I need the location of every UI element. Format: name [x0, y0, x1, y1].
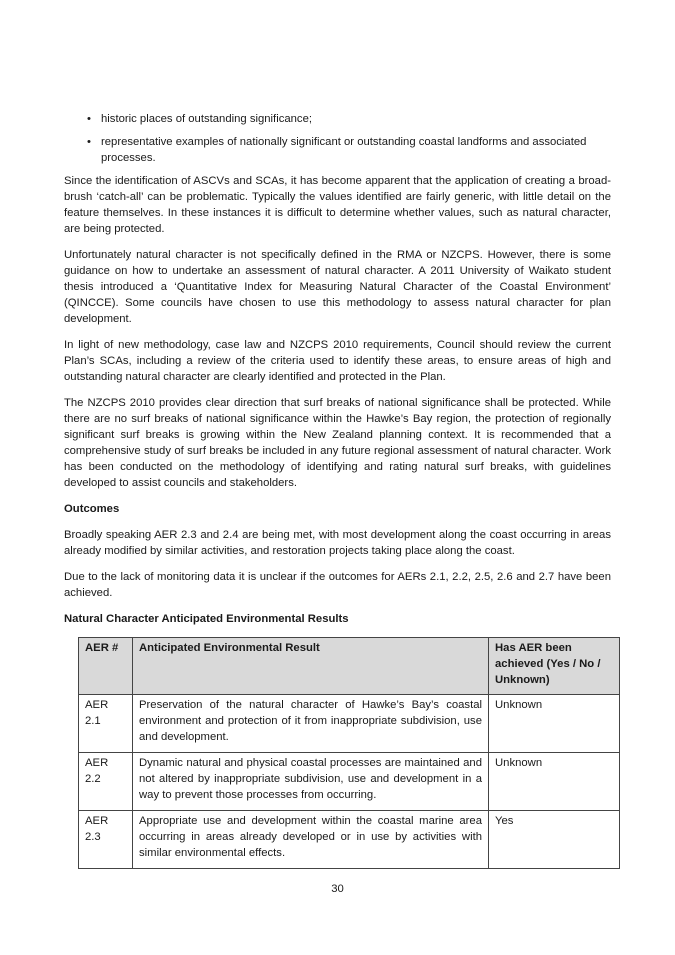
result-cell: Appropriate use and development within the coastal marine area occurring in areas already developed or in use by activities with similar environmental effects. [133, 811, 489, 869]
table-header-row [79, 638, 620, 695]
page-number: 30 [331, 883, 344, 895]
bullet-text: representative examples of nationally significant or outstanding coastal landforms and associated processes. [101, 136, 587, 164]
result-cell: Preservation of the natural character of Hawke’s Bay’s coastal environment and protection of it from inappropriate subdivision, use and development. [133, 695, 489, 753]
achieved-cell: Unknown [489, 753, 620, 811]
bullet-item [64, 134, 611, 166]
paragraph: Due to the lack of monitoring data it is unclear if the outcomes for AERs 2.1, 2.2, 2.5, 2.6 and 2.7 have been achieved. [64, 571, 611, 599]
bullet-icon: • [87, 113, 91, 125]
paragraph: Since the identification of ASCVs and SCAs, it has become apparent that the application of creating a broad-brush ‘catch-all’ can be problematic. Typically the values identified are fairly generic, with little detail on the feature themselves. In these instances it is difficult to determine whether values, such as natural character, are being protected. [64, 175, 611, 235]
paragraph: Unfortunately natural character is not specifically defined in the RMA or NZCPS. However, there is some guidance on how to undertake an assessment of natural character. A 2011 University of Waikato student thesis introduced a ‘Quantitative Index for Measuring Natural Character of the Coastal Environment’ (QINCCE). Some councils have chosen to use this methodology to assess natural character for plan development. [64, 249, 611, 325]
aer-number-cell: AER 2.1 [79, 695, 133, 753]
paragraph: The NZCPS 2010 provides clear direction that surf breaks of national significance shall be protected. While there are no surf breaks of national significance within the Hawke’s Bay region, the protection of regionally significant surf breaks is growing within the New Zealand planning context. It is recommended that a comprehensive study of surf breaks be included in any future regional assessment of natural character. Work has been conducted on the methodology of identifying and rating natural surf breaks, with guidelines developed to assist councils and stakeholders. [64, 397, 611, 489]
aer-number-cell: AER 2.2 [79, 753, 133, 811]
bullet-text: historic places of outstanding significance; [101, 113, 312, 125]
paragraph: Broadly speaking AER 2.3 and 2.4 are being met, with most development along the coast occurring in areas already modified by similar activities, and restoration projects taking place along the coast. [64, 529, 611, 557]
column-header-aer-number: AER # [79, 638, 133, 695]
table-row [79, 695, 620, 753]
table-heading: Natural Character Anticipated Environmental Results [64, 613, 349, 625]
bullet-item [64, 111, 611, 127]
aer-number-cell: AER 2.3 [79, 811, 133, 869]
column-header-achieved: Has AER been achieved (Yes / No / Unknown) [489, 638, 620, 695]
result-cell: Dynamic natural and physical coastal processes are maintained and not altered by inappropriate subdivision, use and development in a way to prevent those processes from occurring. [133, 753, 489, 811]
aer-table [78, 637, 620, 869]
bullet-icon: • [87, 136, 91, 148]
section-heading: Outcomes [64, 503, 120, 515]
table-row [79, 811, 620, 869]
bullet-list [64, 111, 611, 166]
page-content [64, 111, 611, 869]
achieved-cell: Yes [489, 811, 620, 869]
column-header-result: Anticipated Environmental Result [133, 638, 489, 695]
paragraph: In light of new methodology, case law and NZCPS 2010 requirements, Council should review the current Plan’s SCAs, including a review of the criteria used to identify these areas, to ensure areas of high and outstanding natural character are clearly identified and protected in the Plan. [64, 339, 611, 383]
achieved-cell: Unknown [489, 695, 620, 753]
table-row [79, 753, 620, 811]
